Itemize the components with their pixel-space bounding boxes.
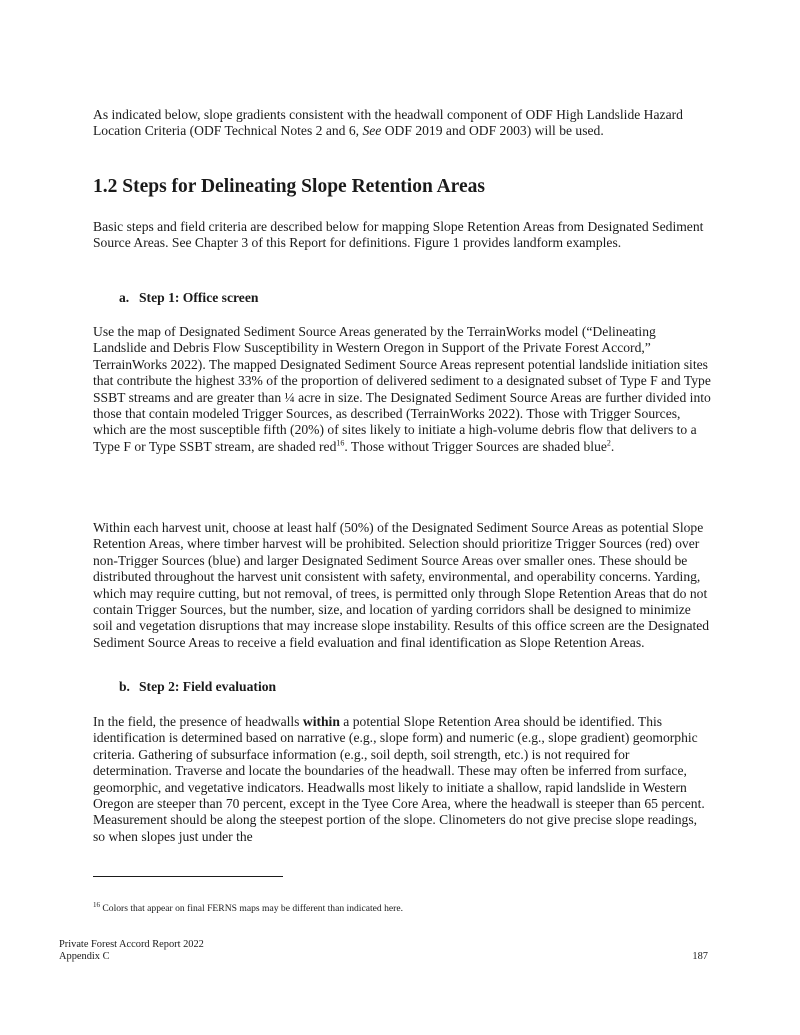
footnote-text: Colors that appear on final FERNS maps may be different than indicated here. <box>100 903 404 914</box>
section-intro-paragraph: Basic steps and field criteria are described below for mapping Slope Retention Areas from Designated Sediment Source Areas. See Chapter 3 of this Report for definitions. Figure 1 provides landform examples. <box>93 219 704 251</box>
footnote-divider <box>93 876 283 877</box>
footnote <box>93 900 404 915</box>
step1-paragraph1-mid: . Those without Trigger Sources are shaded blue <box>344 438 607 454</box>
footnote-number: 16 <box>93 900 100 909</box>
step2-paragraph <box>93 714 711 845</box>
step2-heading <box>119 679 276 695</box>
step1-paragraph1-text: Use the map of Designated Sediment Source Areas generated by the TerrainWorks model (“Delineating Landslide and Debris Flow Susceptibility in Western Oregon in Support of the Private Forest Accord,” TerrainWorks 2022). The mapped Designated Sediment Source Areas represent potential landslide initiation sites that contribute the highest 33% of the proportion of delivered sediment to a designated subset of Type F and Type SSBT streams and are greater than ¼ acre in size. The Designated Sediment Source Areas are further divided into those that contain modeled Trigger Sources, as described (TerrainWorks 2022). Those with Trigger Sources, which are the most susceptible fifth (20%) of sites likely to initiate a high-volume debris flow that delivers to a Type F or Type SSBT stream, are shaded red <box>93 324 711 454</box>
step1-letter: a. <box>119 290 130 305</box>
within-bold: within <box>302 714 340 729</box>
footer-appendix: Appendix C <box>59 951 110 962</box>
see-italic: See <box>362 123 382 139</box>
step2-paragraph-rest: a potential Slope Retention Area should be identified. This identification is determined based on narrative (e.g., slope form) and numeric (e.g., slope gradient) geomorphic criteria. Gathering of subsurface information (e.g., soil depth, soil strength, etc.) is not required for determination. Traverse and locate the boundaries of the headwall. These may often be inferred from surface, geomorphic, and vegetative indicators. Headwalls most likely to initiate a shallow, rapid landslide in Western Oregon are steeper than 70 percent, except in the Tyee Core Area, where the headwall is steeper than 65 percent. Measurement should be along the steepest portion of the slope. Clinometers do not give precise slope readings, so when slopes just under the <box>93 714 705 844</box>
footnote-ref-2[interactable]: 2 <box>606 438 611 448</box>
step2-letter: b. <box>119 679 130 694</box>
page-footer <box>59 939 204 963</box>
step2-title: Step 2: Field evaluation <box>139 679 277 694</box>
intro-text-end: ODF 2019 and ODF 2003) will be used. <box>381 123 604 139</box>
page-number: 187 <box>692 951 708 962</box>
step1-paragraph1-end: . <box>610 438 615 454</box>
step1-paragraph1 <box>93 324 711 455</box>
step2-paragraph-start: In the field, the presence of headwalls <box>93 714 303 729</box>
footnote-ref-16[interactable]: 16 <box>336 438 345 448</box>
footer-report-title: Private Forest Accord Report 2022 <box>59 939 204 950</box>
step1-paragraph2: Within each harvest unit, choose at least half (50%) of the Designated Sediment Source Areas as potential Slope Retention Areas, where timber harvest will be prohibited. Selection should prioritize Trigger Sources (red) over non-Trigger Sources (blue) and larger Designated Sediment Source Areas over smaller ones. These should be distributed throughout the harvest unit consistent with safety, environmental, and operability concerns. Yarding, which may require cutting, but not removal, of trees, is permitted only through Slope Retention Areas that do not contain Trigger Sources, but the number, size, and location of yarding corridors shall be designed to minimize soil and vegetation disruptions that may increase slope instability. Results of this office screen are the Designated Sediment Source Areas to receive a field evaluation and final identification as Slope Retention Areas. <box>93 520 710 650</box>
intro-paragraph <box>93 107 711 140</box>
step1-title: Step 1: Office screen <box>139 290 259 305</box>
section-heading: 1.2 Steps for Delineating Slope Retention Areas <box>93 176 485 197</box>
step1-heading <box>119 290 258 306</box>
intro-text: As indicated below, slope gradients consistent with the headwall component of ODF High Landslide Hazard Location Criteria (ODF Technical Notes 2 and 6, <box>93 107 683 139</box>
